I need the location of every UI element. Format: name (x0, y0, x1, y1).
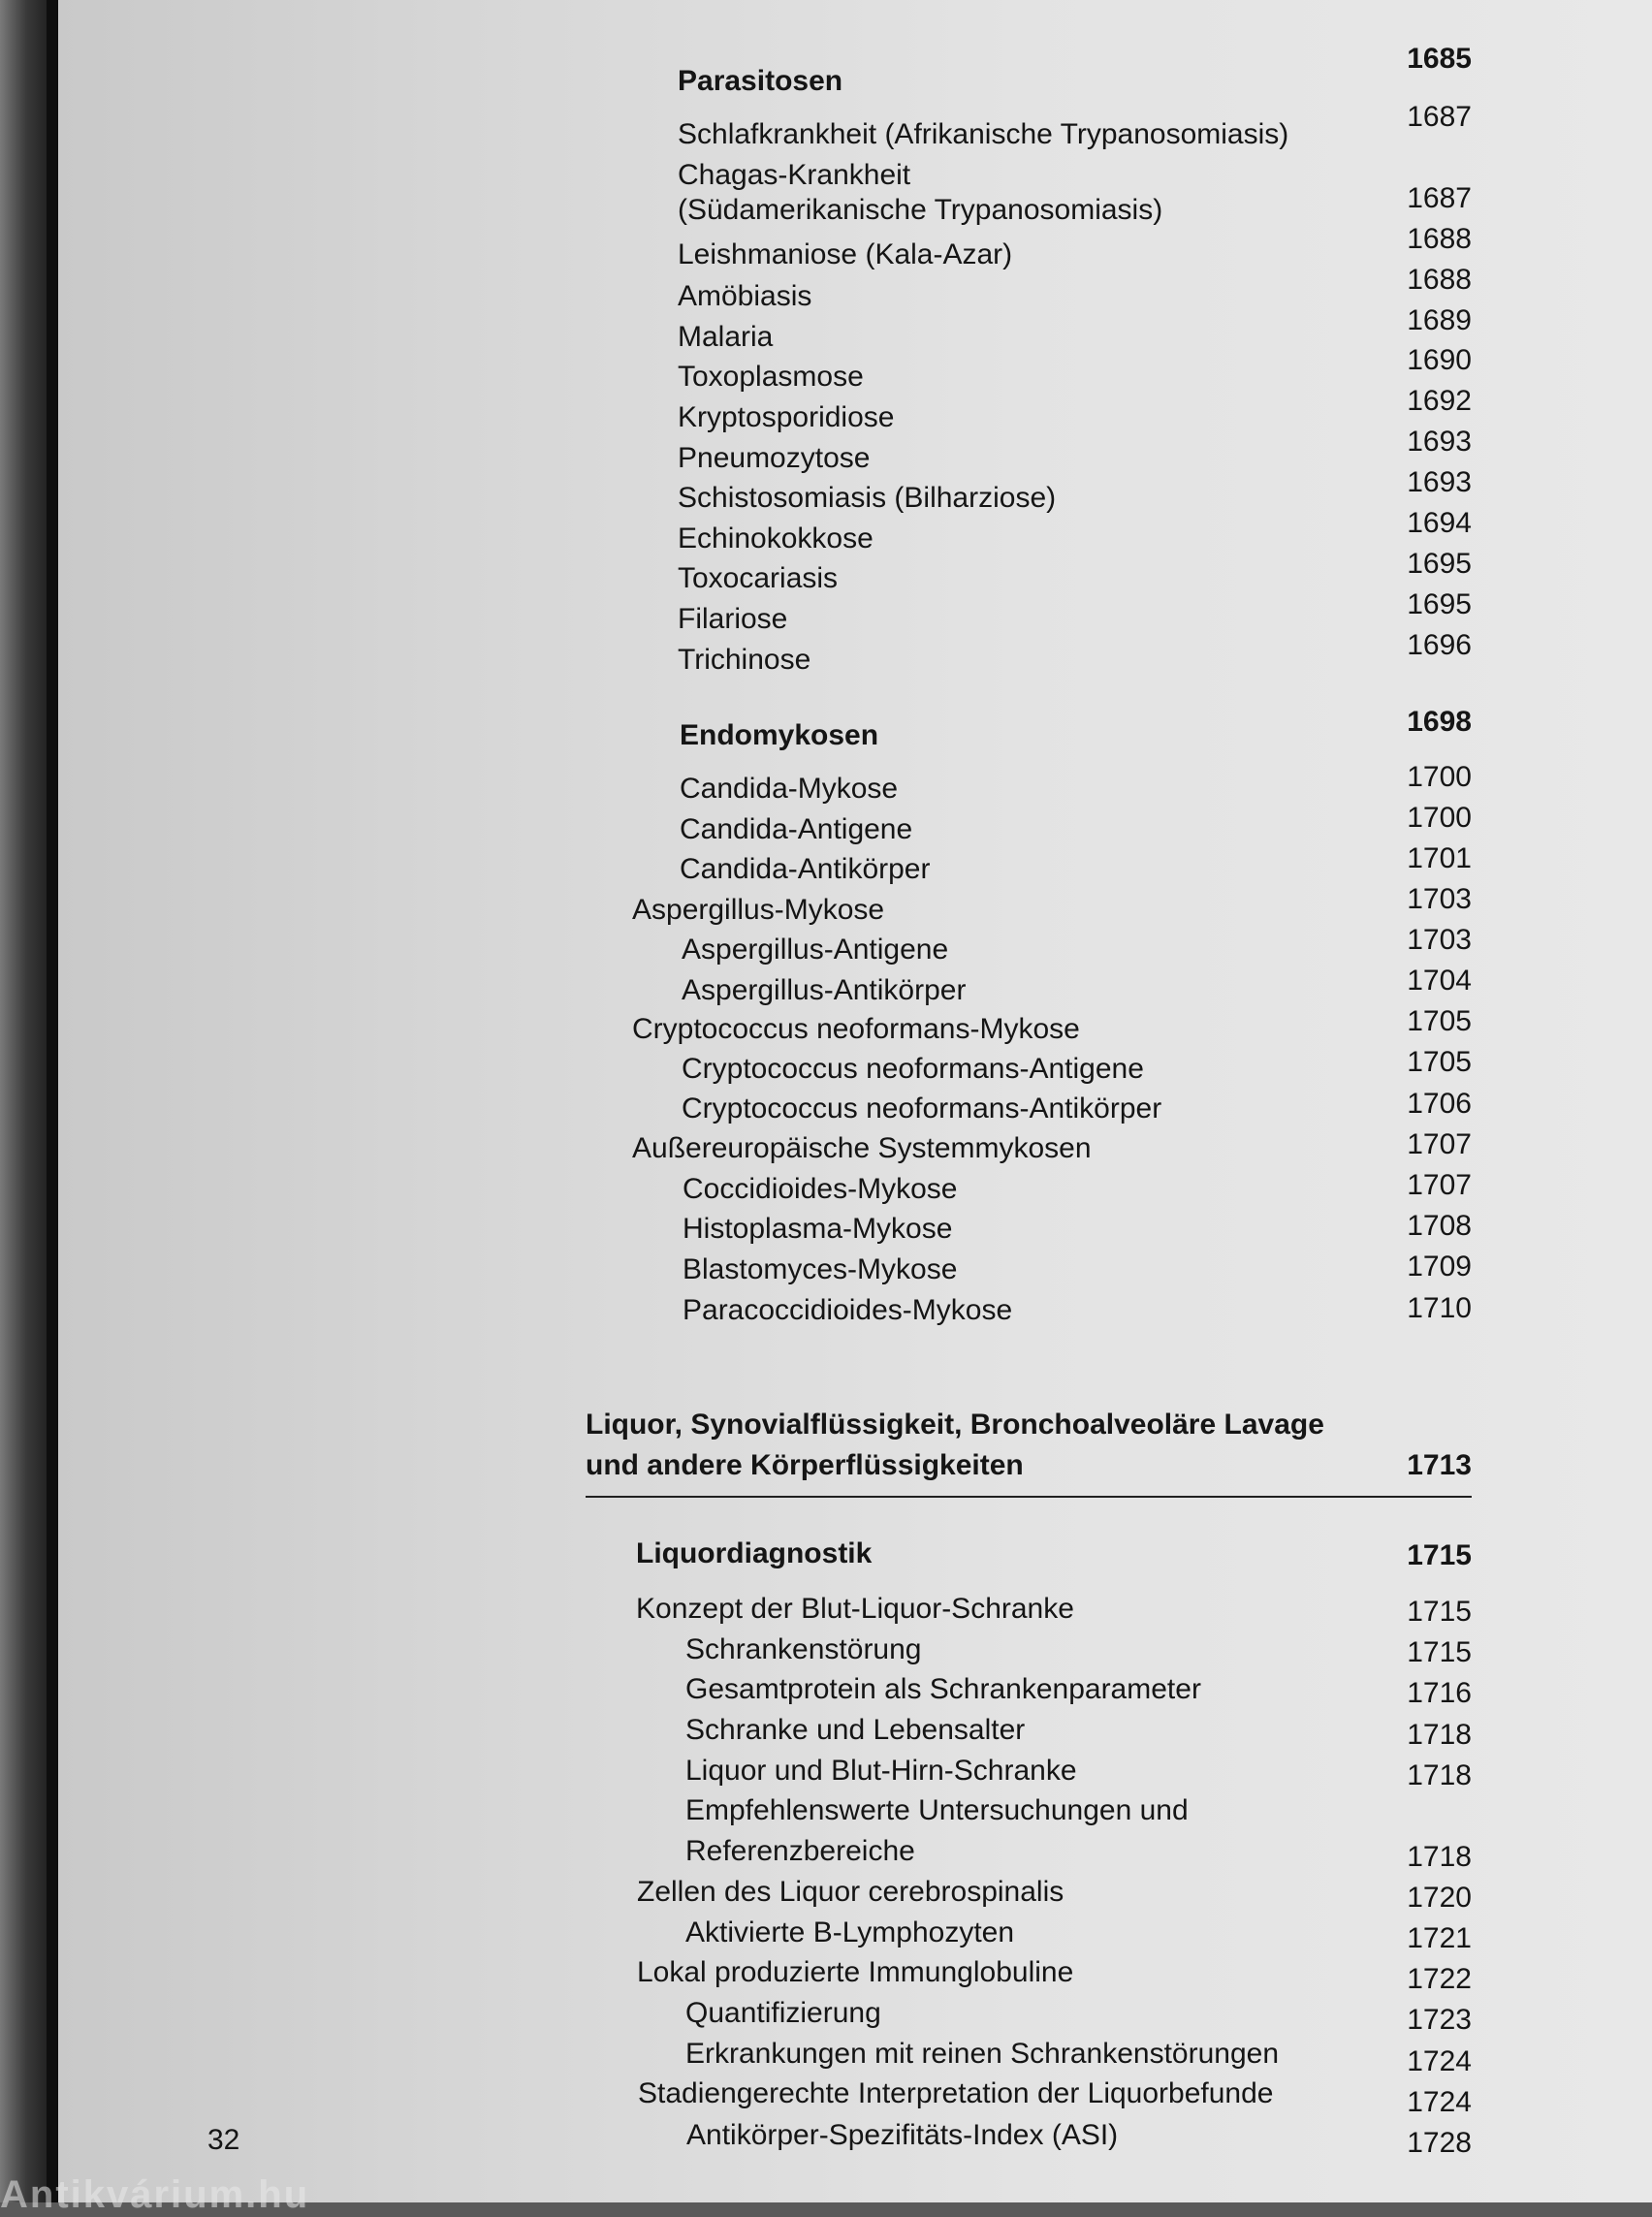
toc-entry-title: Empfehlenswerte Untersuchungen und (685, 1794, 1189, 1826)
toc-entry-page: 1703 (1407, 883, 1472, 915)
toc-entry-page: 1705 (1407, 1005, 1472, 1037)
toc-entry-page: 1718 (1407, 1719, 1472, 1751)
toc-entry-page: 1708 (1407, 1210, 1472, 1242)
toc-entry-title: Cryptococcus neoformans-Antigene (682, 1053, 1144, 1085)
toc-entry-page: 1690 (1407, 344, 1472, 376)
toc-entry-title: Referenzbereiche (685, 1835, 915, 1867)
toc-entry-page: 1715 (1407, 1539, 1472, 1571)
toc-entry-title: Amöbiasis (678, 280, 812, 312)
toc-entry-page: 1695 (1407, 548, 1472, 580)
toc-entry-page: 1723 (1407, 2004, 1472, 2036)
toc-entry-title: Coccidioides-Mykose (683, 1173, 958, 1205)
page-number: 32 (207, 2124, 240, 2156)
toc-entry-page: 1718 (1407, 1841, 1472, 1873)
toc-entry-title: Candida-Mykose (680, 773, 899, 805)
toc-entry-page: 1716 (1407, 1677, 1472, 1709)
toc-entry-page: 1707 (1407, 1128, 1472, 1160)
toc-entry-page: 1700 (1407, 802, 1472, 834)
toc-entry-title: Schlafkrankheit (Afrikanische Trypanosomiasis) (678, 118, 1289, 150)
toc-entry-title: Chagas-Krankheit (678, 159, 911, 191)
toc-entry-title: Aspergillus-Antikörper (682, 974, 967, 1006)
toc-entry-page: 1728 (1407, 2127, 1472, 2159)
toc-heading: Endomykosen (680, 719, 879, 751)
toc-entry-page: 1692 (1407, 385, 1472, 417)
toc-entry-page: 1703 (1407, 924, 1472, 956)
toc-entry-title: Außereuropäische Systemmykosen (632, 1132, 1092, 1164)
toc-entry-title: (Südamerikanische Trypanosomiasis) (678, 194, 1163, 226)
toc-entry-title: Trichinose (678, 644, 811, 676)
toc-entry-title: Schranke und Lebensalter (685, 1714, 1026, 1746)
toc-entry-title: Zellen des Liquor cerebrospinalis (637, 1876, 1064, 1908)
toc-entry-title: Erkrankungen mit reinen Schrankenstörungen (685, 2038, 1280, 2070)
toc-entry-page: 1724 (1407, 2086, 1472, 2118)
toc-entry-title: Histoplasma-Mykose (683, 1213, 953, 1245)
toc-entry-title: Echinokokkose (678, 523, 874, 554)
toc-entry-page: 1693 (1407, 466, 1472, 498)
toc-entry-title: Toxocariasis (678, 562, 839, 594)
toc-entry-page: 1694 (1407, 507, 1472, 539)
toc-entry-title: Schrankenstörung (685, 1633, 922, 1665)
toc-heading: und andere Körperflüssigkeiten (586, 1449, 1024, 1481)
toc-entry-title: Leishmaniose (Kala-Azar) (678, 238, 1013, 270)
toc-entry-title: Gesamtprotein als Schrankenparameter (685, 1673, 1201, 1705)
toc-heading: Liquor, Synovialflüssigkeit, Bronchoalveoläre Lavage (586, 1409, 1324, 1441)
toc-entry-page: 1710 (1407, 1292, 1472, 1324)
toc-entry-title: Cryptococcus neoformans-Mykose (632, 1013, 1080, 1045)
toc-entry-page: 1715 (1407, 1596, 1472, 1628)
toc-entry-title: Pneumozytose (678, 442, 871, 474)
watermark: Antikvárium.hu (0, 2173, 310, 2216)
toc-entry-title: Schistosomiasis (Bilharziose) (678, 482, 1057, 514)
toc-entry-title: Blastomyces-Mykose (683, 1253, 958, 1285)
toc-entry-page: 1704 (1407, 965, 1472, 997)
toc-entry-page: 1721 (1407, 1922, 1472, 1954)
toc-entry-title: Cryptococcus neoformans-Antikörper (682, 1093, 1162, 1124)
toc-entry-title: Aspergillus-Mykose (632, 894, 885, 926)
toc-entry-page: 1698 (1407, 706, 1472, 738)
toc-entry-title: Konzept der Blut-Liquor-Schranke (636, 1593, 1074, 1625)
toc-entry-page: 1707 (1407, 1169, 1472, 1201)
toc-entry-page: 1700 (1407, 761, 1472, 793)
toc-entry-page: 1685 (1407, 43, 1472, 75)
toc-entry-page: 1689 (1407, 304, 1472, 336)
toc-entry-page: 1715 (1407, 1636, 1472, 1668)
toc-entry-page: 1687 (1407, 182, 1472, 214)
toc-heading: Parasitosen (678, 65, 843, 97)
toc-entry-page: 1706 (1407, 1088, 1472, 1120)
toc-entry-page: 1695 (1407, 588, 1472, 620)
toc-entry-title: Candida-Antigene (680, 813, 913, 845)
toc-entry-title: Kryptosporidiose (678, 401, 895, 433)
toc-entry-title: Lokal produzierte Immunglobuline (637, 1956, 1074, 1988)
toc-entry-page: 1687 (1407, 101, 1472, 133)
toc-entry-title: Aspergillus-Antigene (682, 934, 949, 966)
toc-entry-title: Antikörper-Spezifitäts-Index (ASI) (686, 2119, 1119, 2151)
toc-entry-page: 1693 (1407, 426, 1472, 458)
toc-heading: Liquordiagnostik (636, 1537, 873, 1569)
toc-entry-page: 1688 (1407, 264, 1472, 296)
toc-entry-page: 1720 (1407, 1882, 1472, 1914)
toc-entry-title: Quantifizierung (685, 1997, 881, 2029)
toc-entry-page: 1722 (1407, 1963, 1472, 1995)
toc-entry-page: 1688 (1407, 223, 1472, 255)
toc-entry-title: Liquor und Blut-Hirn-Schranke (685, 1755, 1077, 1787)
toc-entry-title: Stadiengerechte Interpretation der Liquorbefunde (638, 2077, 1274, 2109)
toc-entry-title: Malaria (678, 321, 774, 353)
toc-entry-page: 1713 (1407, 1449, 1472, 1481)
toc-entry-title: Aktivierte B-Lymphozyten (685, 1916, 1015, 1948)
toc-entry-title: Paracoccidioides-Mykose (683, 1294, 1013, 1326)
toc-entry-page: 1724 (1407, 2045, 1472, 2077)
toc-entry-page: 1701 (1407, 842, 1472, 874)
toc-entry-page: 1709 (1407, 1251, 1472, 1283)
toc-entry-title: Filariose (678, 603, 788, 635)
toc-entry-page: 1718 (1407, 1759, 1472, 1791)
toc-entry-page: 1705 (1407, 1046, 1472, 1078)
section-divider (586, 1496, 1472, 1498)
toc-entry-title: Candida-Antikörper (680, 853, 931, 885)
toc-entry-page: 1696 (1407, 629, 1472, 661)
toc-entry-title: Toxoplasmose (678, 361, 864, 393)
